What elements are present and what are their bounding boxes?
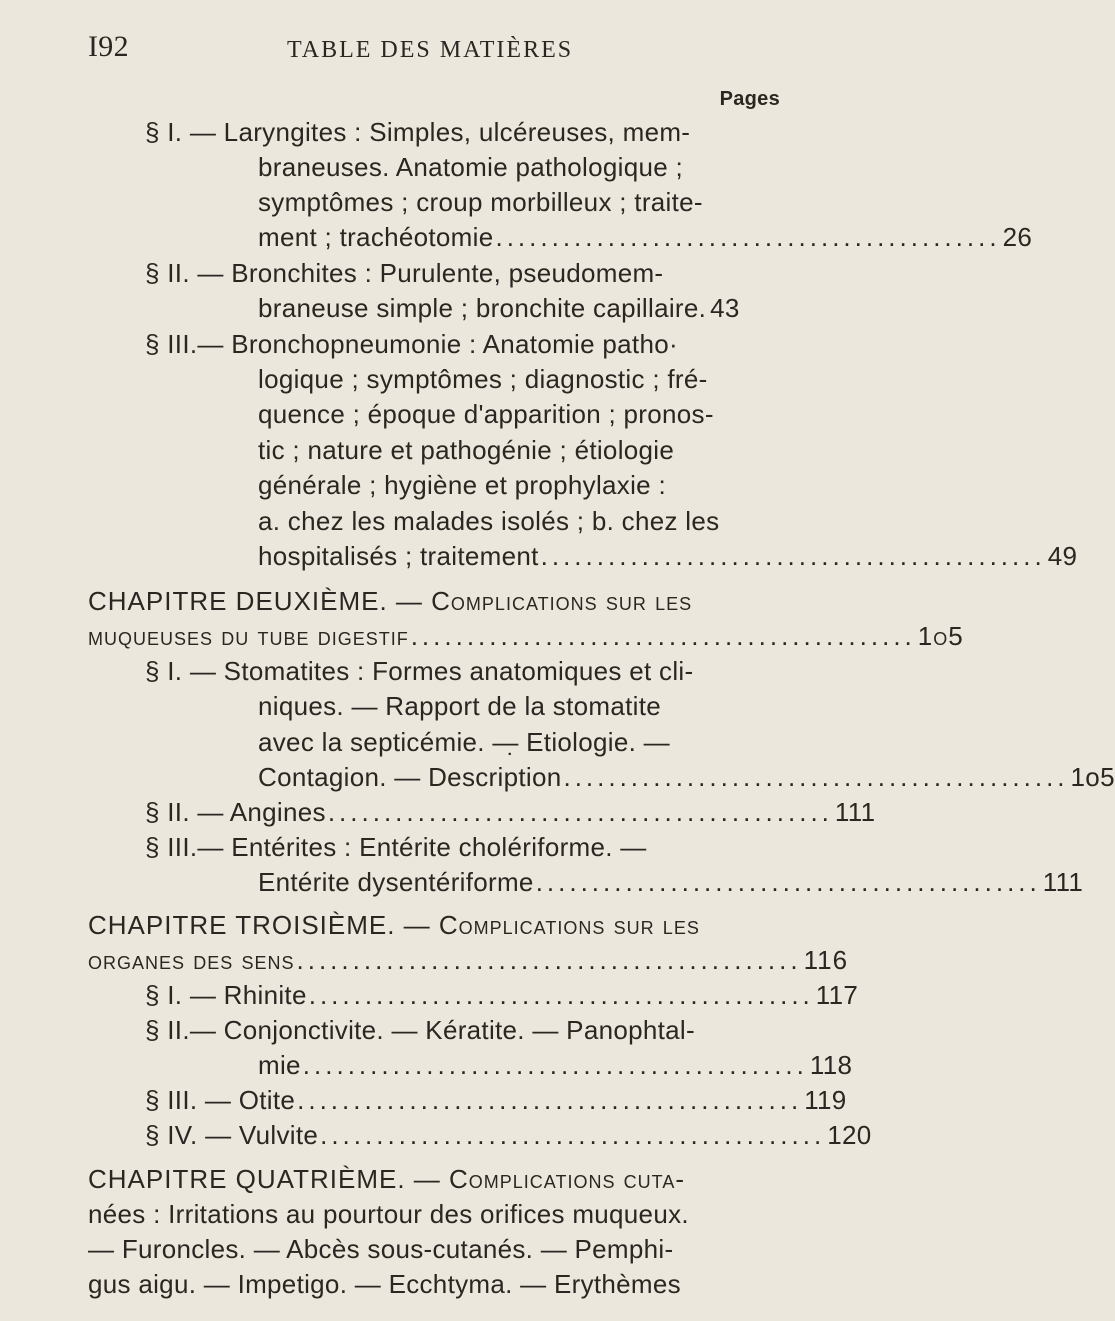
toc-line <box>258 397 714 431</box>
page-number: I92 <box>88 30 129 63</box>
toc-line <box>258 725 670 759</box>
toc-page-ref: 49 <box>1047 541 1078 571</box>
toc-line-text: quence ; époque d'apparition ; pronos- <box>258 399 714 429</box>
toc-line-text: niques. — Rapport de la stomatite <box>258 691 661 721</box>
toc-line <box>145 256 663 290</box>
toc-line <box>258 150 683 184</box>
toc-line-text: braneuses. Anatomie pathologique ; <box>258 152 684 182</box>
toc-line-text: § IV. — Vulvite <box>145 1120 319 1150</box>
toc-line-text: § II. — Bronchites : Purulente, pseudomem- <box>145 258 664 288</box>
toc-entry <box>258 1048 853 1082</box>
toc-entry <box>88 619 964 653</box>
dot-leader: ............................................. <box>320 1120 826 1150</box>
toc-page-ref: 43 <box>710 293 740 323</box>
toc-page-ref: 120 <box>827 1120 872 1150</box>
dot-leader: ............................................. <box>297 1085 803 1115</box>
toc-line-text: § II. — Angines <box>145 797 326 827</box>
toc-line-text: § III.— Entérites : Entérite cholériforme. — <box>145 832 647 862</box>
toc-line-text: a. chez les malades isolés ; b. chez les <box>258 506 720 536</box>
toc-entry <box>88 943 849 977</box>
toc-line-text: logique ; symptômes ; diagnostic ; fré- <box>258 364 708 394</box>
toc-line-text: CHAPITRE TROISIÈME. — Complications sur les <box>88 910 700 940</box>
dot-leader: ............................................. <box>540 541 1046 571</box>
pages-column-label: Pages <box>719 88 780 110</box>
toc-line <box>258 362 708 396</box>
dot-leader: ............................................. <box>410 621 916 651</box>
toc-line <box>145 327 678 361</box>
toc-line-text: § II.— Conjonctivite. — Kératite. — Panophtal- <box>145 1015 695 1045</box>
dot-leader: ............................................. <box>327 797 833 827</box>
toc-page-ref: 111 <box>1042 867 1084 897</box>
toc-line-text: § I. — Laryngites : Simples, ulcéreuses, mem- <box>145 117 691 147</box>
toc-entry <box>258 865 1084 899</box>
dot-leader: ............................................. <box>296 945 802 975</box>
toc-line-text: braneuse simple ; bronchite capillaire. <box>258 293 707 323</box>
toc-line-text: tic ; nature et pathogénie ; étiologie <box>258 435 675 465</box>
toc-line-text: ment ; trachéotomie <box>258 222 494 252</box>
toc-entry <box>258 760 1115 794</box>
dot-leader: ............................................. <box>563 762 1069 792</box>
dot-leader: ............................................. <box>308 980 814 1010</box>
toc-line <box>258 468 666 502</box>
toc-entry <box>258 220 1033 254</box>
toc-entry <box>258 539 1078 573</box>
toc-line <box>145 115 690 149</box>
toc-line <box>258 504 719 538</box>
toc-line-text: gus aigu. — Impetigo. — Ecchtyma. — Erythèmes <box>88 1269 681 1299</box>
toc-page-ref: 117 <box>815 980 859 1010</box>
toc-entry <box>145 978 859 1012</box>
toc-line-text: symptômes ; croup morbilleux ; traite- <box>258 187 703 217</box>
toc-page-ref: 1o5 <box>1070 762 1115 792</box>
toc-line-text: Entérite dysentériforme <box>258 867 534 897</box>
toc-line <box>145 1013 695 1047</box>
toc-line <box>258 185 703 219</box>
dot-leader: ............................................. <box>495 222 1001 252</box>
toc-line <box>258 433 674 467</box>
toc-line <box>88 1267 681 1301</box>
toc-line-text: avec la septicémie. —̣ Etiologie. — <box>258 727 670 757</box>
toc-line-text: hospitalisés ; traitement <box>258 541 539 571</box>
toc-line-text: nées : Irritations au pourtour des orifices muqueux. <box>88 1199 689 1229</box>
toc-entry <box>145 1083 847 1117</box>
chapter-heading <box>88 1162 685 1196</box>
toc-page-ref: 118 <box>809 1050 853 1080</box>
dot-leader: ............................................. <box>302 1050 808 1080</box>
toc-entry <box>145 1118 872 1152</box>
toc-page-ref: 116 <box>803 945 849 975</box>
toc-entry <box>258 291 740 325</box>
toc-line-text: CHAPITRE QUATRIÈME. — Complications cuta- <box>88 1164 685 1194</box>
toc-page-ref: 1o5 <box>917 621 964 651</box>
toc-page-ref: 26 <box>1002 222 1033 252</box>
chapter-heading <box>88 908 700 942</box>
dot-leader: ............................................. <box>535 867 1041 897</box>
toc-line <box>88 1232 673 1266</box>
toc-line-text: § I. — Stomatites : Formes anatomiques et cli- <box>145 656 694 686</box>
toc-line-text: § III. — Otite <box>145 1085 296 1115</box>
toc-line <box>145 830 647 864</box>
toc-line-text: générale ; hygiène et prophylaxie : <box>258 470 666 500</box>
toc-line <box>88 1197 689 1231</box>
toc-line-text: § III.— Bronchopneumonie : Anatomie patho· <box>145 329 678 359</box>
running-title: TABLE DES MATIÈRES <box>287 37 574 63</box>
toc-line <box>258 689 661 723</box>
chapter-heading <box>88 584 692 618</box>
toc-line-text: mie <box>258 1050 301 1080</box>
toc-line-text: CHAPITRE DEUXIÈME. — Complications sur les <box>88 586 693 616</box>
toc-line-text: organes des sens <box>88 945 295 975</box>
toc-entry <box>145 795 876 829</box>
toc-line-text: — Furoncles. — Abcès sous-cutanés. — Pemphi- <box>88 1234 674 1264</box>
toc-line-text: muqueuses du tube digestif <box>88 621 409 651</box>
toc-line-text: Contagion. — Description <box>258 762 562 792</box>
toc-line-text: § I. — Rhinite <box>145 980 307 1010</box>
toc-page-ref: 119 <box>804 1085 847 1115</box>
toc-line <box>145 654 693 688</box>
toc-page-ref: 111 <box>834 797 876 827</box>
